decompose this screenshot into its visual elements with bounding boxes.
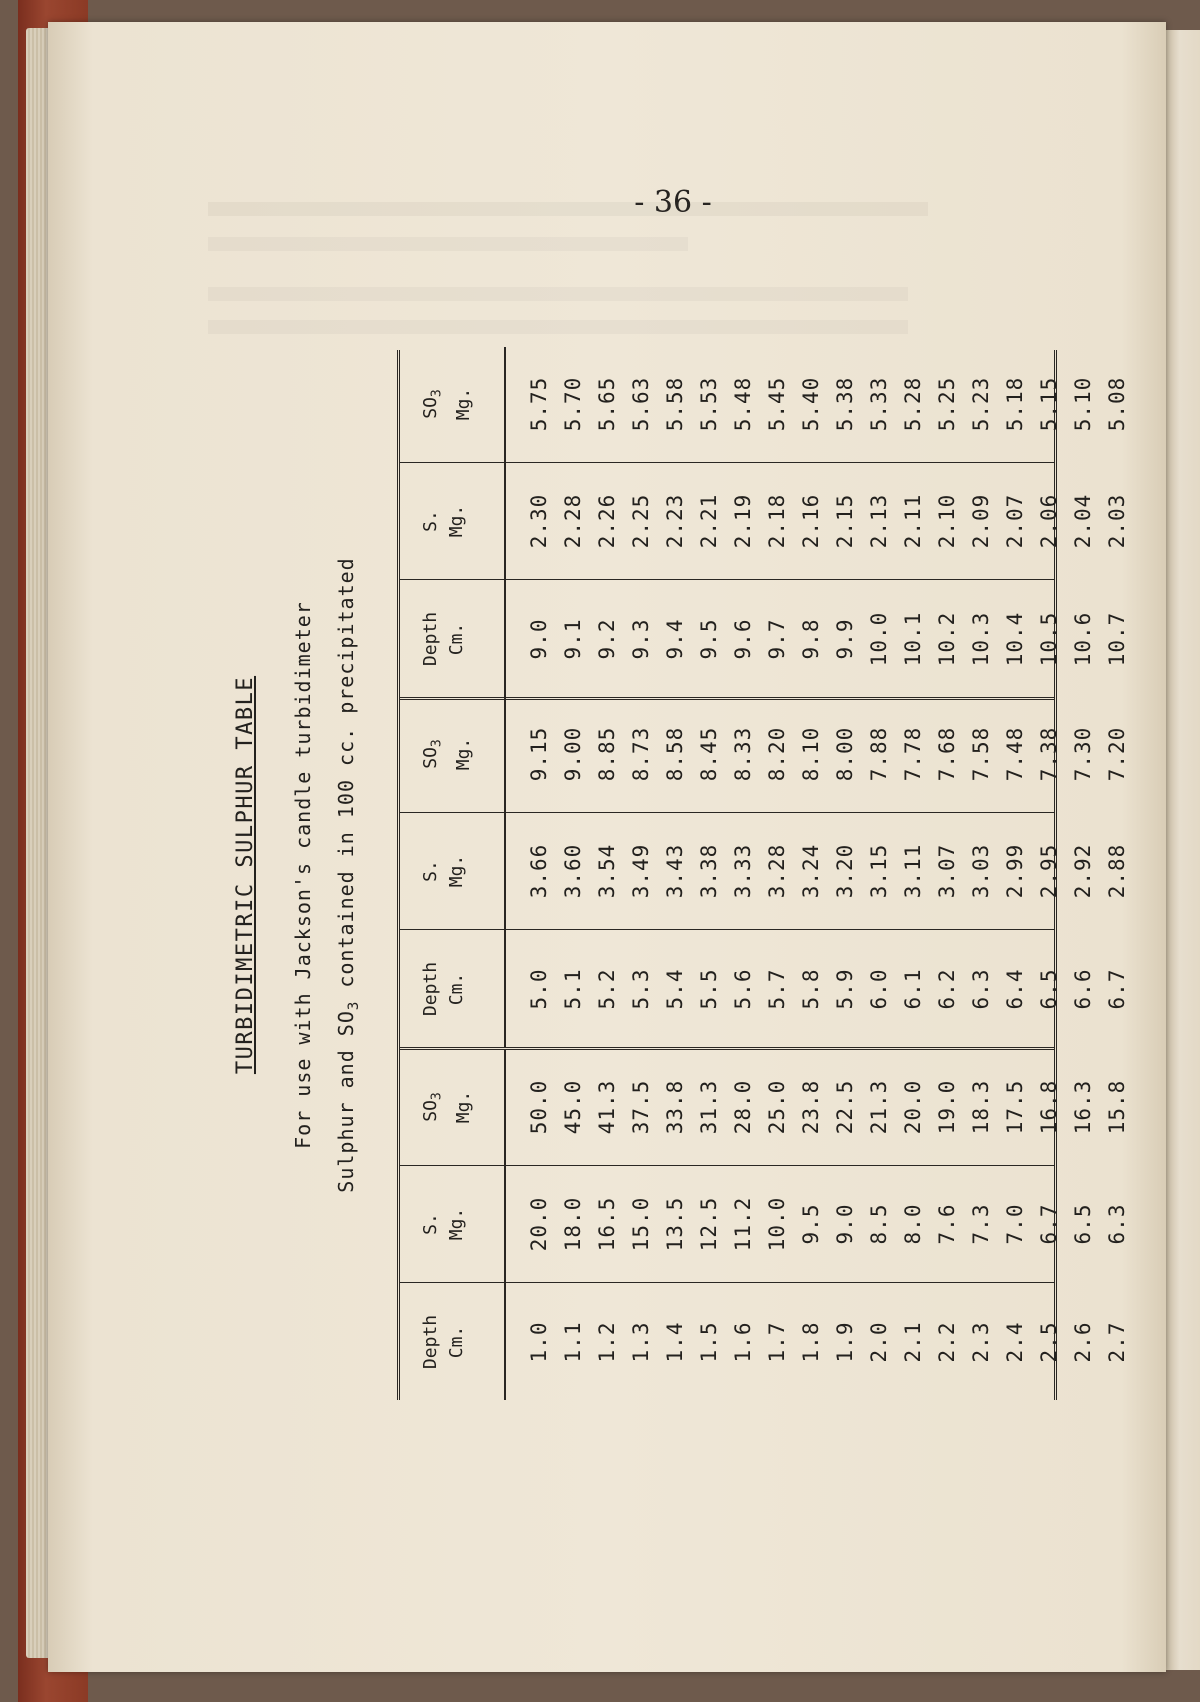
table-cell: 8.10 <box>799 726 823 782</box>
table-cell: 5.4 <box>663 968 687 1010</box>
table-cell: 2.18 <box>765 493 789 549</box>
table-cell: 1.6 <box>731 1321 755 1363</box>
table-cell: 2.0 <box>867 1321 891 1363</box>
table-cell: 2.15 <box>833 493 857 549</box>
table-cell: 2.13 <box>867 493 891 549</box>
table-cell: 8.73 <box>629 726 653 782</box>
table-cell: 10.4 <box>1003 611 1027 667</box>
table-cell: 5.63 <box>629 376 653 432</box>
table-cell: 5.70 <box>561 376 585 432</box>
table-cell: 5.9 <box>833 968 857 1010</box>
table-cell: 16.8 <box>1037 1079 1061 1135</box>
column-header: $SO_3$ Mg. <box>420 387 474 421</box>
table-cell: 5.6 <box>731 968 755 1010</box>
table-cell: 5.38 <box>833 376 857 432</box>
table-cell: 3.15 <box>867 843 891 899</box>
table-cell: 33.8 <box>663 1079 687 1135</box>
table-cell: 2.07 <box>1003 493 1027 549</box>
table-cell: 10.7 <box>1105 611 1129 667</box>
table-cell: 2.03 <box>1105 493 1129 549</box>
table-cell: 10.1 <box>901 611 925 667</box>
table-cell: 25.0 <box>765 1079 789 1135</box>
table-cell: 5.0 <box>527 968 551 1010</box>
table-cell: 5.48 <box>731 376 755 432</box>
column-header: S. Mg. <box>420 854 467 888</box>
table-cell: 2.1 <box>901 1321 925 1363</box>
table-cell: 1.4 <box>663 1321 687 1363</box>
table-cell: 15.0 <box>629 1196 653 1252</box>
table-column-depth <box>400 581 1129 697</box>
table-column-group <box>400 347 1129 700</box>
column-header: S. Mg. <box>420 1207 467 1241</box>
table-cell: 7.3 <box>969 1203 993 1245</box>
table-cell: 5.18 <box>1003 376 1027 432</box>
table-cell: 5.3 <box>629 968 653 1010</box>
column-header: $SO_3$ Mg. <box>420 737 474 771</box>
table-cell: 2.92 <box>1071 843 1095 899</box>
table-cell: 7.88 <box>867 726 891 782</box>
table-cell: 2.09 <box>969 493 993 549</box>
table-cell: 5.75 <box>527 376 551 432</box>
show-through-line <box>208 202 928 216</box>
table-cell: 20.0 <box>527 1196 551 1252</box>
table-cell: 20.0 <box>901 1079 925 1135</box>
table-cell: 9.6 <box>731 618 755 660</box>
table-column-group <box>400 1050 1129 1400</box>
table-cell: 5.7 <box>765 968 789 1010</box>
table-cell: 9.4 <box>663 618 687 660</box>
table-cell: 22.5 <box>833 1079 857 1135</box>
table-cell: 12.5 <box>697 1196 721 1252</box>
table-cell: 9.5 <box>799 1203 823 1245</box>
table-cell: 9.2 <box>595 618 619 660</box>
table-cell: 10.5 <box>1037 611 1061 667</box>
table-cell: 8.20 <box>765 726 789 782</box>
table-cell: 2.88 <box>1105 843 1129 899</box>
table-cell: 5.28 <box>901 376 925 432</box>
table-cell: 8.0 <box>901 1203 925 1245</box>
table-cell: 41.3 <box>595 1079 619 1135</box>
table-cell: 1.0 <box>527 1321 551 1363</box>
table-cell: 7.78 <box>901 726 925 782</box>
table-cell: 2.4 <box>1003 1321 1027 1363</box>
table-cell: 3.07 <box>935 843 959 899</box>
table-cell: 15.8 <box>1105 1079 1129 1135</box>
table-cell: 2.3 <box>969 1321 993 1363</box>
table-title: TURBIDIMETRIC SULPHUR TABLE <box>233 675 258 1075</box>
table-cell: 3.11 <box>901 843 925 899</box>
table-cell: 2.06 <box>1037 493 1061 549</box>
table-cell: 1.8 <box>799 1321 823 1363</box>
table-cell: 2.25 <box>629 493 653 549</box>
show-through-line <box>208 237 688 251</box>
column-header: Depth Cm. <box>420 611 467 667</box>
table-cell: 9.7 <box>765 618 789 660</box>
table-cell: 3.38 <box>697 843 721 899</box>
table-cell: 9.1 <box>561 618 585 660</box>
table-cell: 3.20 <box>833 843 857 899</box>
rotated-table-block <box>173 350 1129 1400</box>
table-cell: 2.2 <box>935 1321 959 1363</box>
table-cell: 19.0 <box>935 1079 959 1135</box>
table-cell: 17.5 <box>1003 1079 1027 1135</box>
table-cell: 10.0 <box>765 1196 789 1252</box>
table-cell: 5.65 <box>595 376 619 432</box>
table-cell: 2.21 <box>697 493 721 549</box>
table-cell: 9.8 <box>799 618 823 660</box>
table-cell: 3.24 <box>799 843 823 899</box>
table-subtitle-2: Sulphur and $SO_3$ contained in 100 cc. precipitated <box>334 557 362 1193</box>
table-cell: 6.4 <box>1003 968 1027 1010</box>
table-cell: 6.2 <box>935 968 959 1010</box>
column-header: Depth Cm. <box>420 1314 467 1370</box>
column-header: Depth Cm. <box>420 961 467 1017</box>
table-cell: 2.26 <box>595 493 619 549</box>
table-cell: 8.58 <box>663 726 687 782</box>
table-column-so3 <box>400 696 1129 813</box>
show-through-line <box>208 287 908 301</box>
table-cell: 5.33 <box>867 376 891 432</box>
table-cell: 11.2 <box>731 1196 755 1252</box>
table-cell: 16.3 <box>1071 1079 1095 1135</box>
table-cell: 1.9 <box>833 1321 857 1363</box>
table-cell: 2.19 <box>731 493 755 549</box>
table-cell: 5.2 <box>595 968 619 1010</box>
table-cell: 9.0 <box>833 1203 857 1245</box>
table-cell: 3.54 <box>595 843 619 899</box>
table-cell: 9.5 <box>697 618 721 660</box>
table-cell: 9.00 <box>561 726 585 782</box>
table-cell: 6.5 <box>1037 968 1061 1010</box>
table-subtitle: For use with Jackson's candle turbidimeter <box>291 601 315 1149</box>
table-cell: 8.45 <box>697 726 721 782</box>
adjacent-page <box>1166 30 1200 1670</box>
table-cell: 8.00 <box>833 726 857 782</box>
table-cell: 31.3 <box>697 1079 721 1135</box>
table-cell: 3.66 <box>527 843 551 899</box>
table-cell: 7.58 <box>969 726 993 782</box>
table-cell: 2.95 <box>1037 843 1061 899</box>
table-cell: 28.0 <box>731 1079 755 1135</box>
table-cell: 7.0 <box>1003 1203 1027 1245</box>
table-cell: 7.48 <box>1003 726 1027 782</box>
table-cell: 2.16 <box>799 493 823 549</box>
table-cell: 8.33 <box>731 726 755 782</box>
table-cell: 5.10 <box>1071 376 1095 432</box>
table-cell: 10.3 <box>969 611 993 667</box>
sulphur-table <box>397 350 1129 1400</box>
table-cell: 5.23 <box>969 376 993 432</box>
table-cell: 10.0 <box>867 611 891 667</box>
table-cell: 45.0 <box>561 1079 585 1135</box>
table-cell: 9.9 <box>833 618 857 660</box>
table-cell: 8.85 <box>595 726 619 782</box>
table-cell: 2.04 <box>1071 493 1095 549</box>
table-column-so3 <box>400 1049 1129 1166</box>
table-cell: 1.5 <box>697 1321 721 1363</box>
table-cell: 8.5 <box>867 1203 891 1245</box>
table-cell: 5.08 <box>1105 376 1129 432</box>
table-cell: 10.6 <box>1071 611 1095 667</box>
table-cell: 9.3 <box>629 618 653 660</box>
table-cell: 5.1 <box>561 968 585 1010</box>
table-cell: 3.49 <box>629 843 653 899</box>
table-cell: 2.7 <box>1105 1321 1129 1363</box>
table-cell: 50.0 <box>527 1079 551 1135</box>
table-cell: 2.6 <box>1071 1321 1095 1363</box>
table-cell: 5.5 <box>697 968 721 1010</box>
table-cell: 6.6 <box>1071 968 1095 1010</box>
table-cell: 6.0 <box>867 968 891 1010</box>
table-cell: 2.23 <box>663 493 687 549</box>
table-cell: 5.58 <box>663 376 687 432</box>
table-column-s <box>400 463 1129 580</box>
table-cell: 6.5 <box>1071 1203 1095 1245</box>
table-cell: 1.3 <box>629 1321 653 1363</box>
table-cell: 23.8 <box>799 1079 823 1135</box>
table-cell: 3.60 <box>561 843 585 899</box>
table-cell: 2.11 <box>901 493 925 549</box>
table-cell: 18.3 <box>969 1079 993 1135</box>
table-cell: 2.99 <box>1003 843 1027 899</box>
table-cell: 5.15 <box>1037 376 1061 432</box>
table-cell: 2.28 <box>561 493 585 549</box>
column-header: S. Mg. <box>420 504 467 538</box>
table-cell: 3.28 <box>765 843 789 899</box>
table-cell: 5.8 <box>799 968 823 1010</box>
table-cell: 9.0 <box>527 618 551 660</box>
table-cell: 7.68 <box>935 726 959 782</box>
table-cell: 7.38 <box>1037 726 1061 782</box>
table-column-group <box>400 697 1129 1050</box>
table-cell: 6.1 <box>901 968 925 1010</box>
table-cell: 7.30 <box>1071 726 1095 782</box>
page-number: - 36 - <box>634 185 712 220</box>
table-column-so3 <box>400 346 1129 463</box>
table-cell: 6.7 <box>1037 1203 1061 1245</box>
table-cell: 1.1 <box>561 1321 585 1363</box>
table-column-depth <box>400 1284 1129 1400</box>
table-cell: 21.3 <box>867 1079 891 1135</box>
table-cell: 7.6 <box>935 1203 959 1245</box>
table-cell: 1.2 <box>595 1321 619 1363</box>
table-column-s <box>400 813 1129 930</box>
table-cell: 3.43 <box>663 843 687 899</box>
table-column-s <box>400 1166 1129 1283</box>
table-cell: 7.20 <box>1105 726 1129 782</box>
column-header: $SO_3$ Mg. <box>420 1090 474 1124</box>
table-column-depth <box>400 931 1129 1047</box>
table-cell: 2.10 <box>935 493 959 549</box>
table-cell: 5.25 <box>935 376 959 432</box>
show-through-line <box>208 320 908 334</box>
table-cell: 6.3 <box>1105 1203 1129 1245</box>
table-cell: 37.5 <box>629 1079 653 1135</box>
table-cell: 13.5 <box>663 1196 687 1252</box>
table-cell: 2.5 <box>1037 1321 1061 1363</box>
table-cell: 5.53 <box>697 376 721 432</box>
table-cell: 5.40 <box>799 376 823 432</box>
table-cell: 6.3 <box>969 968 993 1010</box>
table-cell: 6.7 <box>1105 968 1129 1010</box>
table-cell: 18.0 <box>561 1196 585 1252</box>
table-cell: 9.15 <box>527 726 551 782</box>
table-cell: 3.03 <box>969 843 993 899</box>
table-cell: 10.2 <box>935 611 959 667</box>
table-cell: 2.30 <box>527 493 551 549</box>
table-cell: 5.45 <box>765 376 789 432</box>
table-cell: 3.33 <box>731 843 755 899</box>
table-cell: 16.5 <box>595 1196 619 1252</box>
table-cell: 1.7 <box>765 1321 789 1363</box>
